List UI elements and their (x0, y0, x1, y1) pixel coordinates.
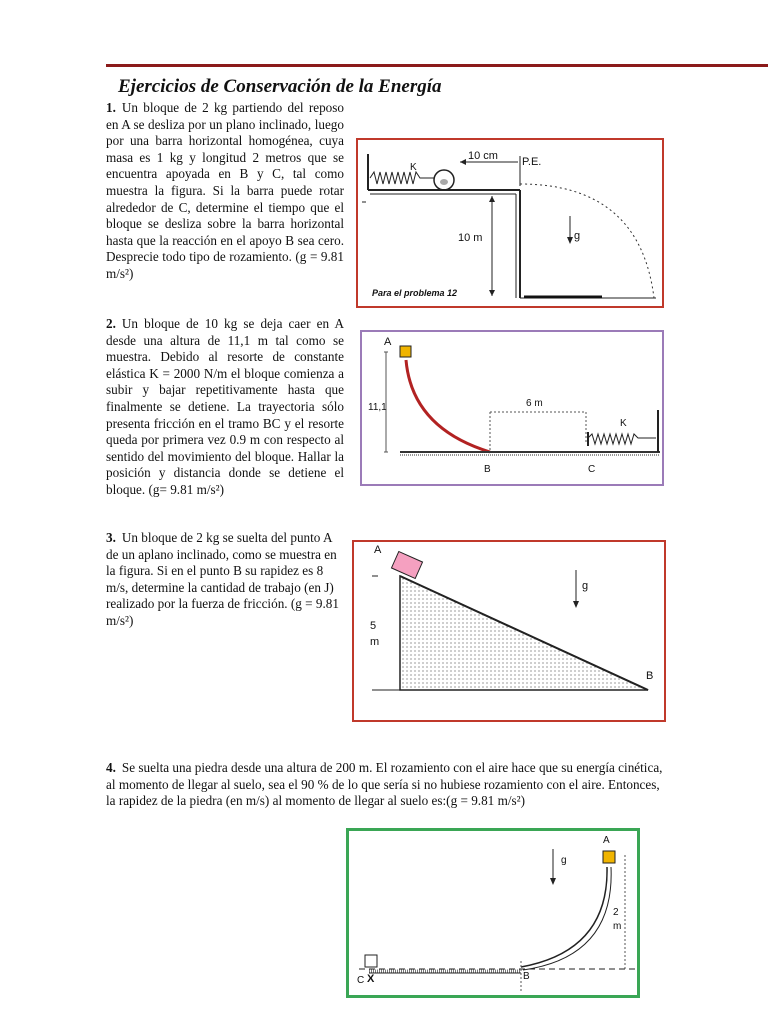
figure-2-drawing (362, 332, 662, 484)
problem-number: 2. (106, 316, 116, 331)
problem-text: Un bloque de 10 kg se deja caer en A desde una altura de 11,1 m tal como se muestra. Debido al resorte de constante elástica K = 2000 N/m el bloque comienza a subir y bajar repetitivamente hasta que finalmente se detiene. La trayectoria sólo presenta fricción en el tramo BC y el resorte queda por primera vez 0.9 m con respecto al sentido del movimiento del bloque. Hallar la posición y distancia donde se detiene el bloque. (g= 9.81 m/s²) (106, 316, 344, 497)
problem-number: 1. (106, 100, 116, 115)
label-height-value: 2 (613, 907, 619, 918)
problem-3 (106, 530, 344, 630)
figure-1 (356, 138, 664, 308)
problem-text: Se suelta una piedra desde una altura de 200 m. El rozamiento con el aire hace que su energía cinética, al momento de llegar al suelo, sea el 90 % de lo que sería si no hubiese rozamiento con el aire. Entonces, la rapidez de la piedra (en m/s) al momento de llegar al suelo es:(g = 9.81 m/s²) (106, 760, 663, 809)
figure-4-drawing (349, 831, 637, 995)
problem-4 (106, 760, 668, 810)
figure-caption: Para el problema 12 (372, 288, 458, 298)
label-g: g (582, 580, 589, 592)
figure-3-drawing (354, 542, 664, 720)
label-c: C (357, 975, 365, 986)
problem-1 (106, 100, 344, 283)
problem-number: 4. (106, 760, 116, 775)
label-x: X (367, 973, 375, 985)
label-distance: 10 cm (468, 150, 498, 162)
label-a: A (603, 835, 610, 846)
label-b: B (646, 670, 654, 682)
label-pe: P.E. (522, 156, 542, 168)
label-height-unit: m (613, 921, 622, 932)
figure-3 (352, 540, 666, 722)
problem-2 (106, 316, 344, 499)
label-a: A (374, 544, 382, 556)
label-height: 11,1 (368, 402, 387, 413)
label-height: 10 m (458, 232, 483, 244)
label-a: A (384, 336, 392, 348)
problem-text: Un bloque de 2 kg partiendo del reposo en A se desliza por un plano inclinado, luego por una barra horizontal homogénea, cuya masa es 1 kg y longitud 2 metros que se encuentra apoyada en B y C, tal como muestra la figura. Si la barra puede rotar alrededor de C, determine el tiempo que el bloque se desliza sobre la barra horizontal hasta que la reacción en el apoyo B sea cero. Desprecie todo tipo de rozamiento. (g = 9.81 m/s²) (106, 100, 344, 281)
figure-1-drawing (358, 140, 662, 306)
problem-number: 3. (106, 530, 116, 545)
header-rule (106, 64, 768, 67)
label-height-value: 5 (370, 620, 377, 632)
label-g: g (574, 230, 581, 242)
label-height-unit: m (370, 636, 380, 648)
figure-2 (360, 330, 664, 486)
problem-text: Un bloque de 2 kg se suelta del punto A de un aplano inclinado, como se muestra en la figura. Si en el punto B su rapidez es 8 m/s, determine la cantidad de trabajo (en J) realizado por la fuerza de fricción. (g = 9.81 m/s²) (106, 530, 339, 628)
label-k: K (620, 418, 627, 429)
label-b: B (523, 971, 530, 982)
label-distance: 6 m (526, 398, 543, 409)
page-title: Ejercicios de Conservación de la Energía (118, 76, 442, 97)
figure-4 (346, 828, 640, 998)
label-g: g (561, 855, 567, 866)
label-k: K (410, 162, 417, 173)
label-b: B (484, 464, 491, 475)
label-c: C (588, 464, 596, 475)
